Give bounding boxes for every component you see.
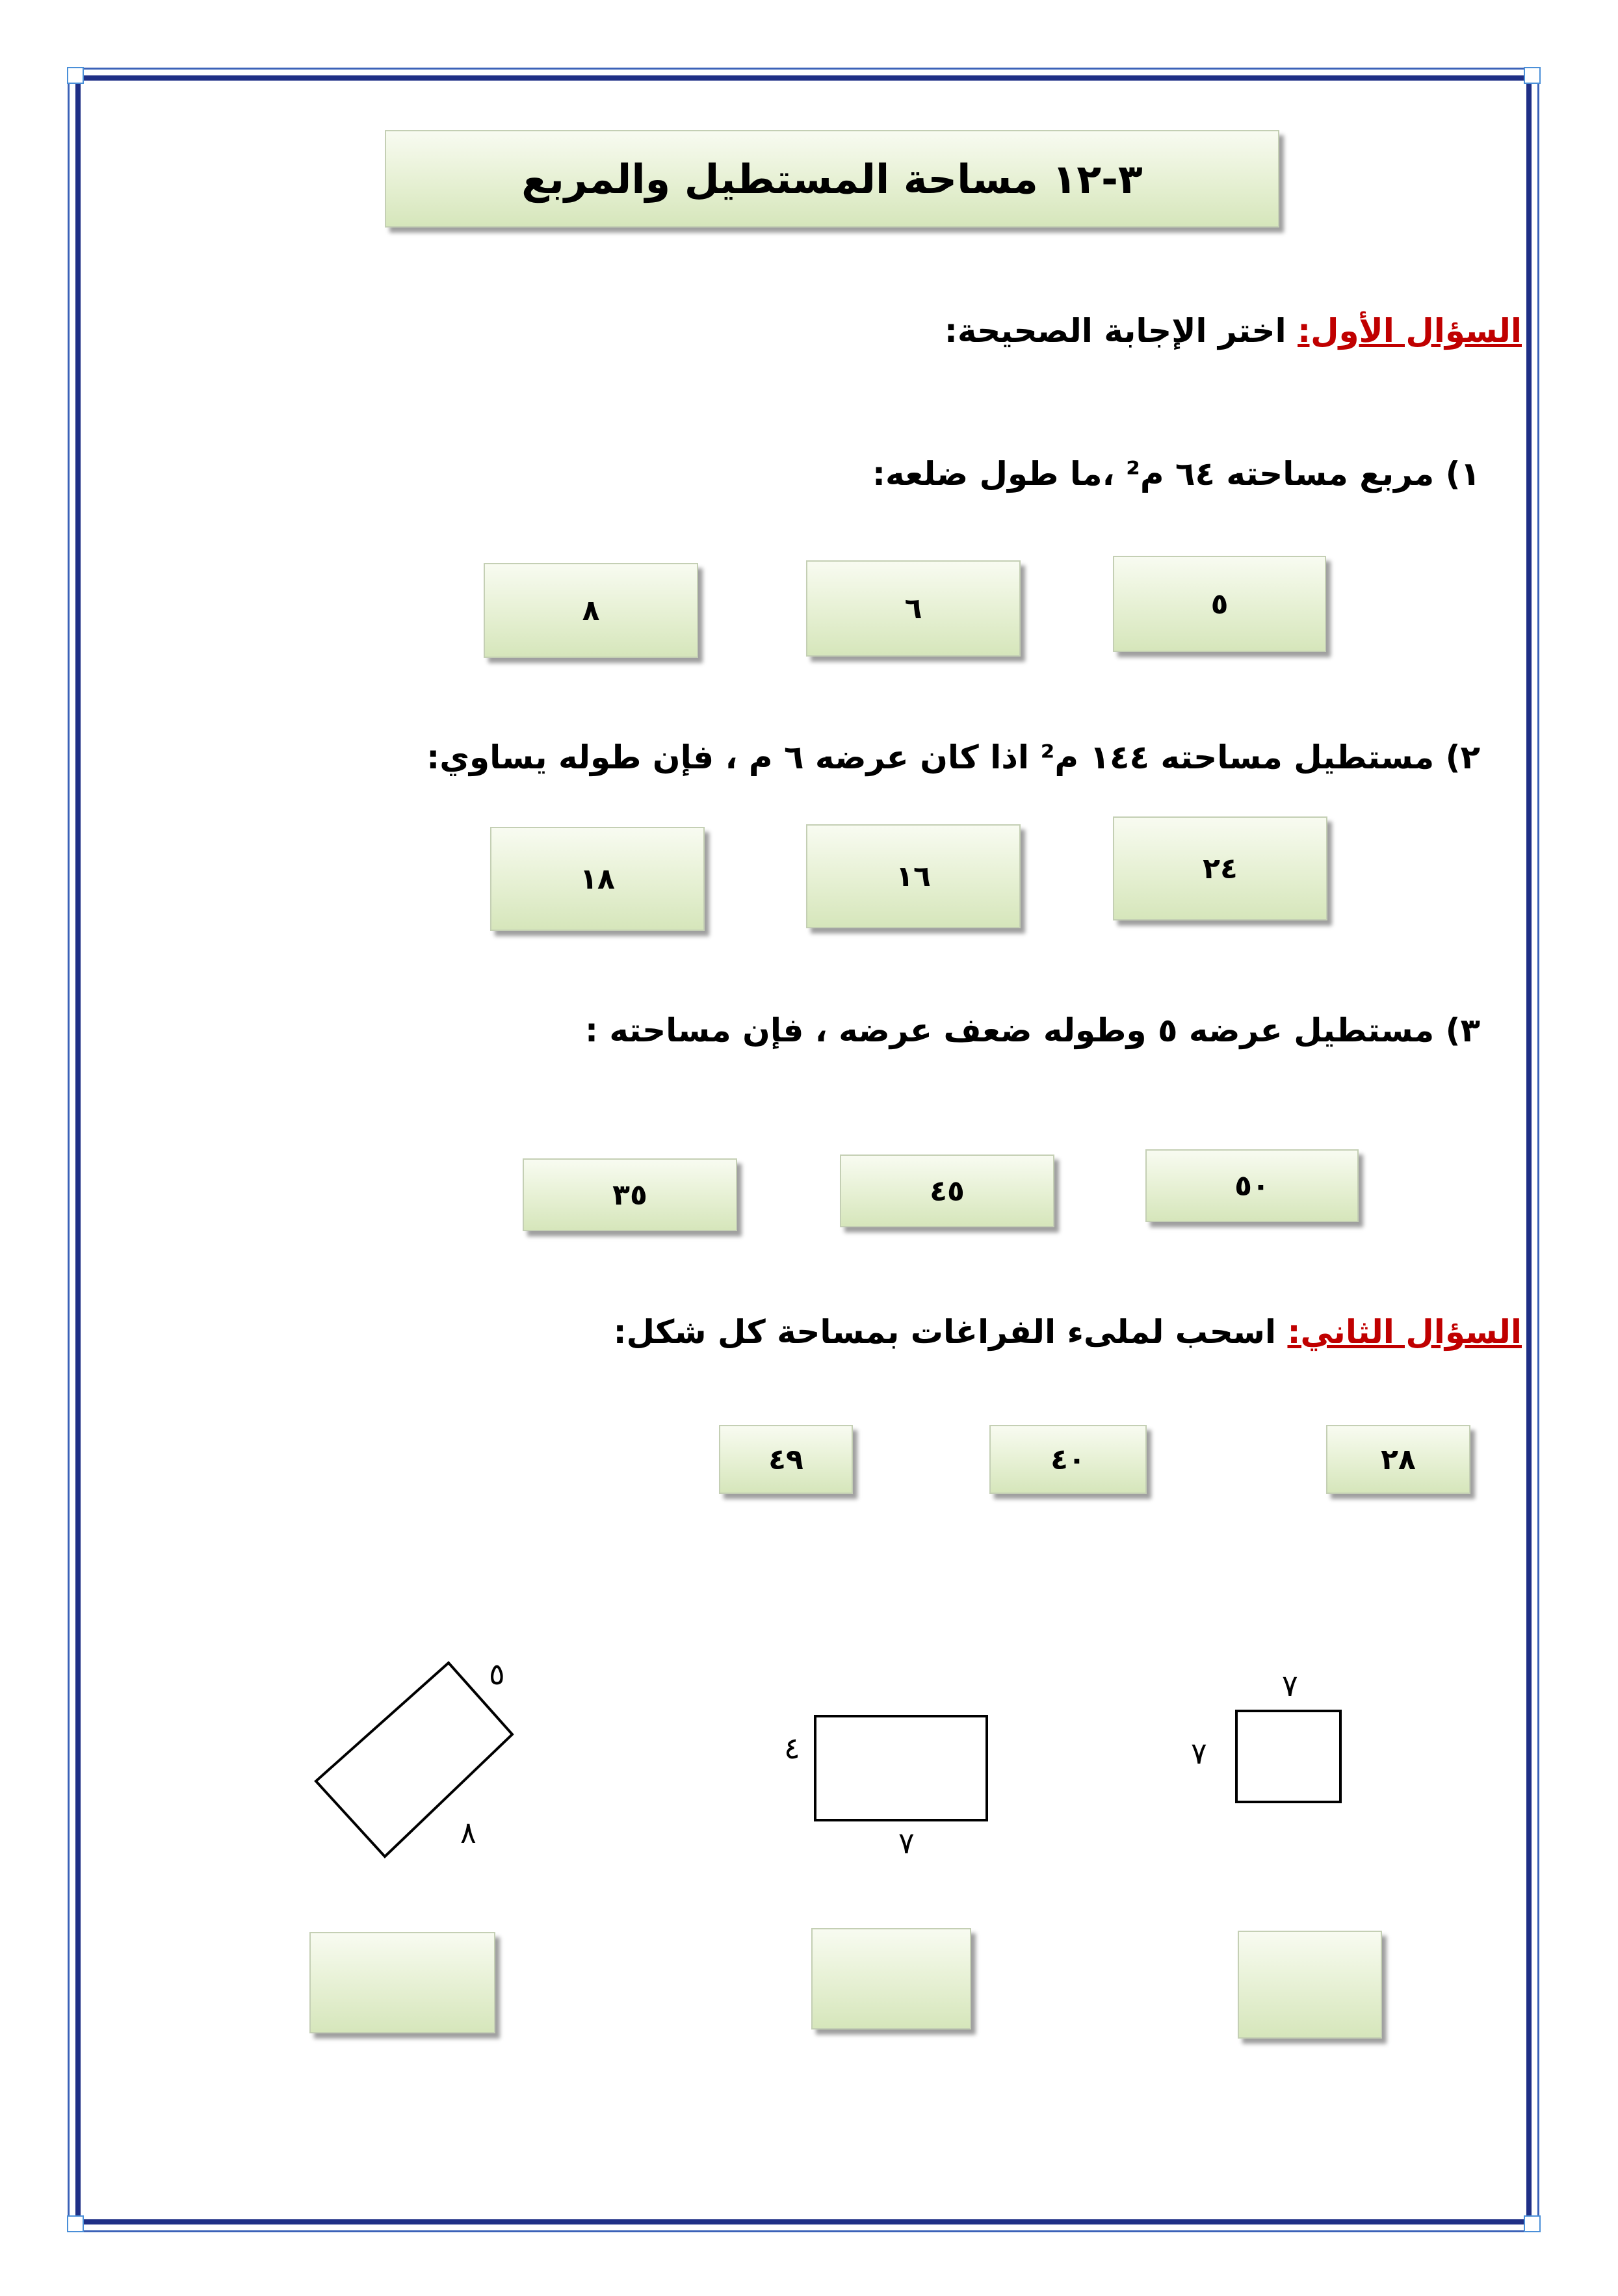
q1-item-3-text: ٣) مستطيل عرضه ٥ وطوله ضعف عرضه ، فإن مساحته :	[584, 1011, 1480, 1049]
q2-label: السؤال الثاني:	[1287, 1313, 1522, 1351]
q2-choice-3[interactable]: ٤٩	[719, 1425, 853, 1494]
q1-instruction: اختر الإجابة الصحيحة:	[944, 312, 1286, 350]
rotated-rectangle-short-dim: ٥	[489, 1656, 505, 1691]
rectangle-side-dim: ٤	[784, 1730, 800, 1766]
q1-item-3-option-3[interactable]: ٣٥	[523, 1158, 737, 1231]
q1-item-1-option-1[interactable]: ٥	[1113, 556, 1326, 652]
answer-slot-rotated-rectangle[interactable]	[309, 1932, 495, 2033]
q2-choice-2[interactable]: ٤٠	[989, 1425, 1147, 1494]
rotated-rectangle-shape	[316, 1663, 512, 1857]
square-shape	[1236, 1711, 1340, 1802]
q1-item-2-option-3[interactable]: ١٨	[490, 827, 705, 931]
q1-item-2-text: ٢) مستطيل مساحته ١٤٤ م² اذا كان عرضه ٦ م ، فإن طوله يساوي:	[426, 738, 1480, 776]
rotated-rectangle-long-dim: ٨	[460, 1815, 476, 1850]
square-side-dim: ٧	[1191, 1736, 1207, 1771]
q1-label: السؤال الأول:	[1298, 312, 1522, 350]
answer-slot-rectangle[interactable]	[811, 1928, 971, 2029]
square-top-dim: ٧	[1282, 1668, 1298, 1703]
answer-slot-square[interactable]	[1238, 1931, 1382, 2039]
q1-item-2-option-1[interactable]: ٢٤	[1113, 816, 1327, 920]
rectangle-shape	[815, 1716, 987, 1820]
page-title: ٣-١٢ مساحة المستطيل والمربع	[385, 130, 1279, 228]
q1-item-1-option-2[interactable]: ٦	[806, 560, 1021, 657]
q1-item-1-text: ١) مربع مساحته ٦٤ م² ،ما طول ضلعه:	[872, 455, 1480, 493]
q1-item-3-option-1[interactable]: ٥٠	[1145, 1149, 1359, 1222]
q1-item-2-option-2[interactable]: ١٦	[806, 824, 1021, 928]
q1-item-3-option-2[interactable]: ٤٥	[840, 1155, 1054, 1227]
q2-instruction: اسحب لملىء الفراغات بمساحة كل شكل:	[613, 1313, 1277, 1351]
q1-item-1-option-3[interactable]: ٨	[484, 563, 698, 658]
rectangle-bottom-dim: ٧	[898, 1825, 915, 1860]
q2-choice-1[interactable]: ٢٨	[1326, 1425, 1470, 1494]
